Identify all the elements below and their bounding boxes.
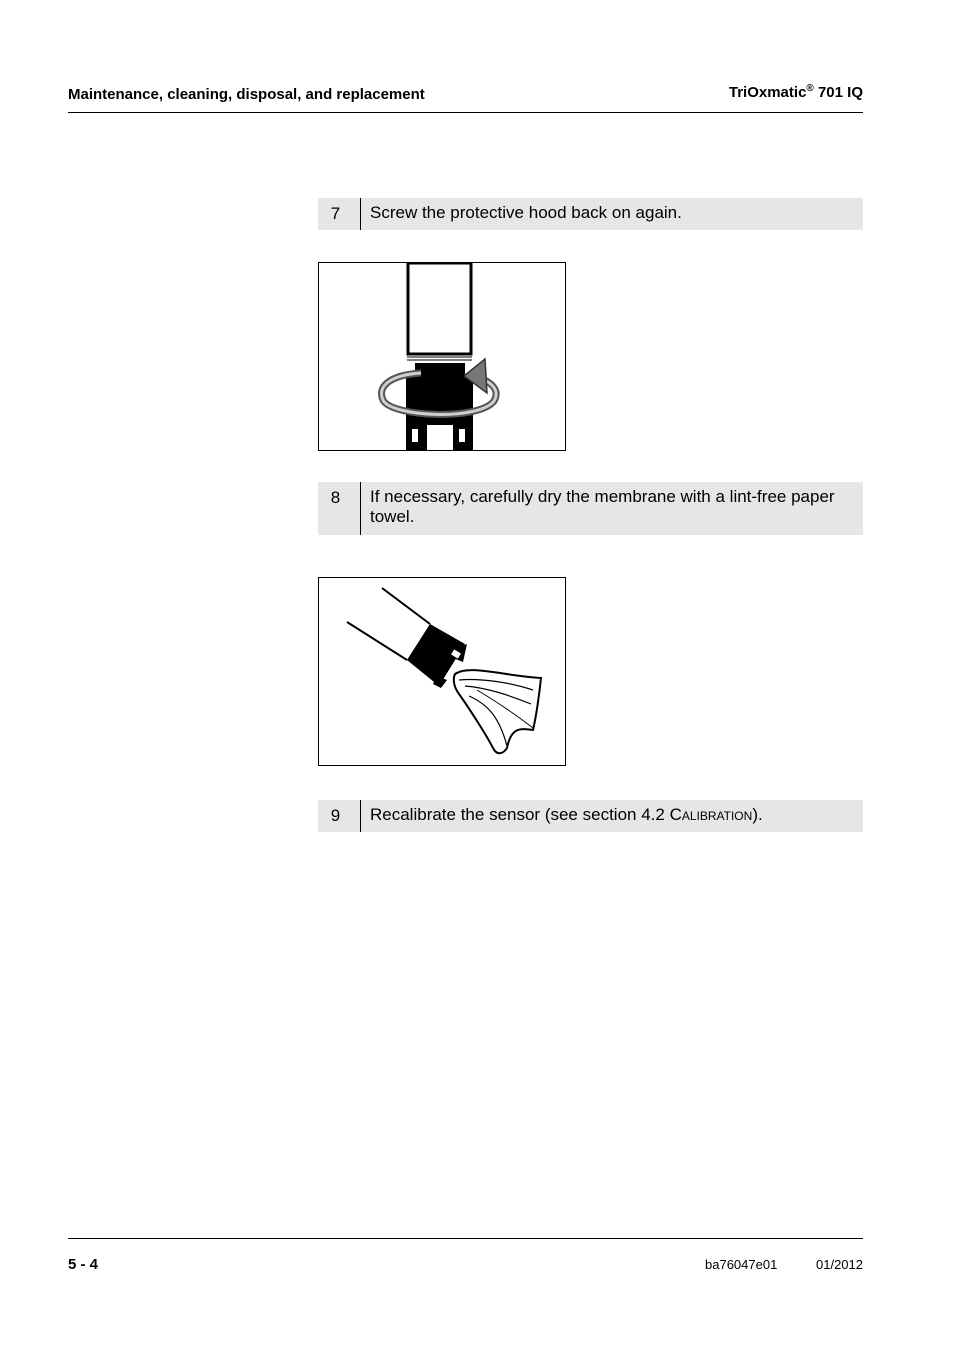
screw-hood-illustration [319, 263, 565, 450]
step-text [361, 800, 773, 832]
figure-dry-membrane [318, 577, 566, 766]
product-name: TriOxmatic [728, 84, 807, 101]
document-id: ba76047e01 [705, 1257, 778, 1272]
step-7-row [318, 198, 863, 230]
step-number: 9 [318, 800, 361, 832]
step-text: If necessary, carefully dry the membrane with a lint-free paper towel. [370, 487, 835, 526]
page-number: 5 - 4 [68, 1256, 99, 1273]
document-date: 01/2012 [816, 1257, 863, 1272]
step-text: Screw the protective hood back on again. [370, 203, 682, 222]
footer-rule [68, 1238, 863, 1239]
step-number: 8 [318, 482, 361, 535]
section-reference: Calibration [669, 805, 753, 824]
step-text-end: ). [752, 805, 763, 824]
step-8-row [318, 482, 863, 535]
step-9-row [318, 800, 863, 832]
registered-mark: ® [806, 83, 814, 94]
product-model: 701 IQ [813, 84, 863, 101]
header-rule [68, 112, 863, 113]
dry-membrane-illustration [319, 578, 565, 765]
step-text-main: Recalibrate the sensor (see section 4.2 [370, 805, 670, 824]
running-header-product [729, 84, 863, 101]
step-number: 7 [318, 198, 361, 230]
figure-screw-hood [318, 262, 566, 451]
running-header-section-title: Maintenance, cleaning, disposal, and replacement [68, 86, 425, 103]
